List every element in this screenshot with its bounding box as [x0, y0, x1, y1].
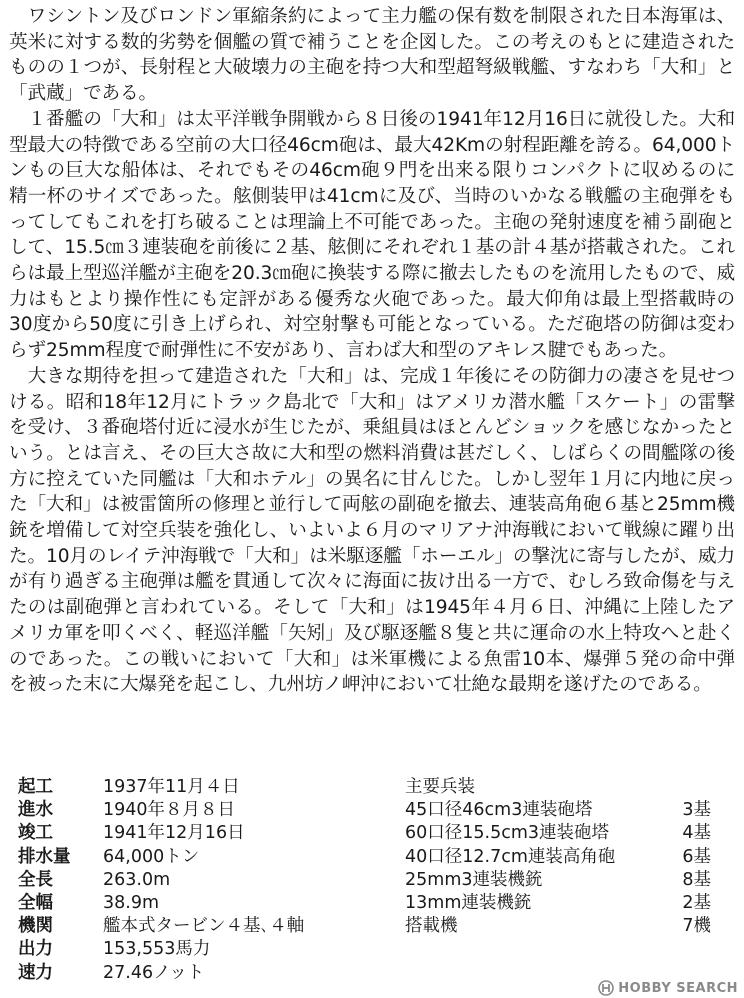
armament-name: 25mm3連装機銃 [405, 869, 543, 890]
armament-count: 6基 [682, 846, 711, 867]
armament-row [405, 892, 711, 915]
armament-row [405, 822, 711, 845]
spec-label: 起工 [18, 777, 53, 797]
spec-row [18, 869, 378, 892]
armament-row [405, 846, 711, 869]
hobbysearch-watermark [598, 980, 738, 996]
armament-count: 4基 [682, 823, 711, 844]
spec-value: 1937年11月４日 [103, 777, 240, 797]
spec-value: 64,000トン [103, 846, 200, 867]
spec-label: 排水量 [18, 846, 71, 867]
spec-row [18, 846, 378, 869]
hobbysearch-logo-icon [598, 980, 614, 996]
armament-count: 8基 [682, 869, 711, 890]
armament-table [405, 776, 711, 938]
spec-value: 艦本式タービン４基､４軸 [103, 916, 305, 937]
armament-count: 7機 [682, 916, 711, 937]
armament-name: 13mm連装機銃 [405, 893, 532, 914]
armament-count: 2基 [682, 893, 711, 914]
spec-value: 153,553馬力 [103, 939, 211, 960]
spec-row [18, 822, 378, 845]
spec-label: 全幅 [18, 893, 53, 914]
spec-value: 1940年８月８日 [103, 800, 236, 821]
spec-row [18, 938, 378, 961]
spec-row [18, 892, 378, 915]
spec-value: 1941年12月16日 [103, 823, 245, 844]
specifications-table [18, 776, 378, 985]
spec-label: 速力 [18, 962, 53, 983]
armament-row [405, 915, 711, 938]
armament-name: 45口径46cm3連装砲塔 [405, 800, 593, 821]
spec-label: 進水 [18, 800, 53, 821]
paragraph: 大きな期待を担って建造された「大和」は、完成１年後にその防御力の凄さを見せつける。昭和18年12月にトラック島北で「大和」はアメリカ潜水艦「スケート」の雷撃を受け、３番砲塔付近に浸水が生じたが、乗組員はほとんどショックを感じなかったという。とは言え、その巨大さ故に大和型の燃料消費は甚だしく、しばらくの間艦隊の後方に控えていた同艦は「大和ホテル」の異名に甘んじた。しかし翌年１月に内地に戻った「大和」は被雷箇所の修理と並行して両舷の副砲を撤去、連装高角砲６基と25mm機銃を増備して対空兵装を強化し、いよいよ６月のマリアナ沖海戦において戦線に躍り出た。10月のレイテ沖海戦で「大和」は米駆逐艦「ホーエル」の撃沈に寄与したが、威力が有り過ぎる主砲弾は艦を貫通して次々に海面に抜け出る一方で、むしろ致命傷を与えたのは副砲弾と言われている。そして「大和」は1945年４月６日、沖縄に上陸したアメリカ軍を叩くべく、軽巡洋艦「矢矧」及び駆逐艦８隻と共に運命の水上特攻へと赴くのであった。この戦いにおいて「大和」は米軍機による魚雷10本、爆弾５発の命中弾を被った末に大爆発を起こし、九州坊ノ岬沖において壮絶な最期を遂げたのである。 [9, 365, 735, 696]
armament-name: 60口径15.5cm3連装砲塔 [405, 823, 610, 844]
armament-row [405, 799, 711, 822]
spec-label: 機関 [18, 916, 53, 937]
spec-row [18, 915, 378, 938]
spec-row [18, 776, 378, 799]
spec-value: 38.9m [103, 893, 160, 914]
spec-label: 竣工 [18, 823, 53, 844]
watermark-text: HOBBY SEARCH [618, 980, 738, 996]
spec-row [18, 799, 378, 822]
spec-label: 出力 [18, 939, 53, 960]
armament-heading: 主要兵装 [405, 777, 475, 797]
spec-value: 263.0m [103, 869, 171, 890]
spec-row [18, 962, 378, 985]
armament-title [405, 776, 711, 799]
paragraph: ワシントン及びロンドン軍縮条約によって主力艦の保有数を制限された日本海軍は、英米に対する数的劣勢を個艦の質で補うことを企図した。この考えのもとに建造されたものの１つが、長射程と大破壊力の主砲を持つ大和型超弩級戦艦、すなわち「大和」と「武蔵」である。 [9, 6, 735, 105]
spec-label: 全長 [18, 869, 53, 890]
armament-name: 搭載機 [405, 916, 458, 937]
paragraph: １番艦の「大和」は太平洋戦争開戦から８日後の1941年12月16日に就役した。大和型最大の特徴である空前の大口径46cm砲は、最大42Kmの射程距離を誇る。64,000トンもの巨大な船体は、それでもその46cm砲９門を出来る限りコンパクトに収めるのに精一杯のサイズであった。舷側装甲は41cmに及び、当時のいかなる戦艦の主砲弾をもってしてもこれを打ち破ることは理論上不可能であった。主砲の発射速度を補う副砲として、15.5㎝３連装砲を前後に２基、舷側にそれぞれ１基の計４基が搭載された。これらは最上型巡洋艦が主砲を20.3㎝砲に換装する際に撤去したものを流用したもので、威力はもとより操作性にも定評がある優秀な火砲であった。最大仰角は最上型搭載時の30度から50度に引き上げられ、対空射撃も可能となっている。ただ砲塔の防御は変わらず25mm程度で耐弾性に不安があり、言わば大和型のアキレス腱でもあった。 [9, 108, 735, 362]
article-body [9, 4, 735, 698]
armament-count: 3基 [682, 800, 711, 821]
armament-name: 40口径12.7cm連装高角砲 [405, 846, 616, 867]
armament-row [405, 869, 711, 892]
spec-value: 27.46ノット [103, 962, 205, 983]
